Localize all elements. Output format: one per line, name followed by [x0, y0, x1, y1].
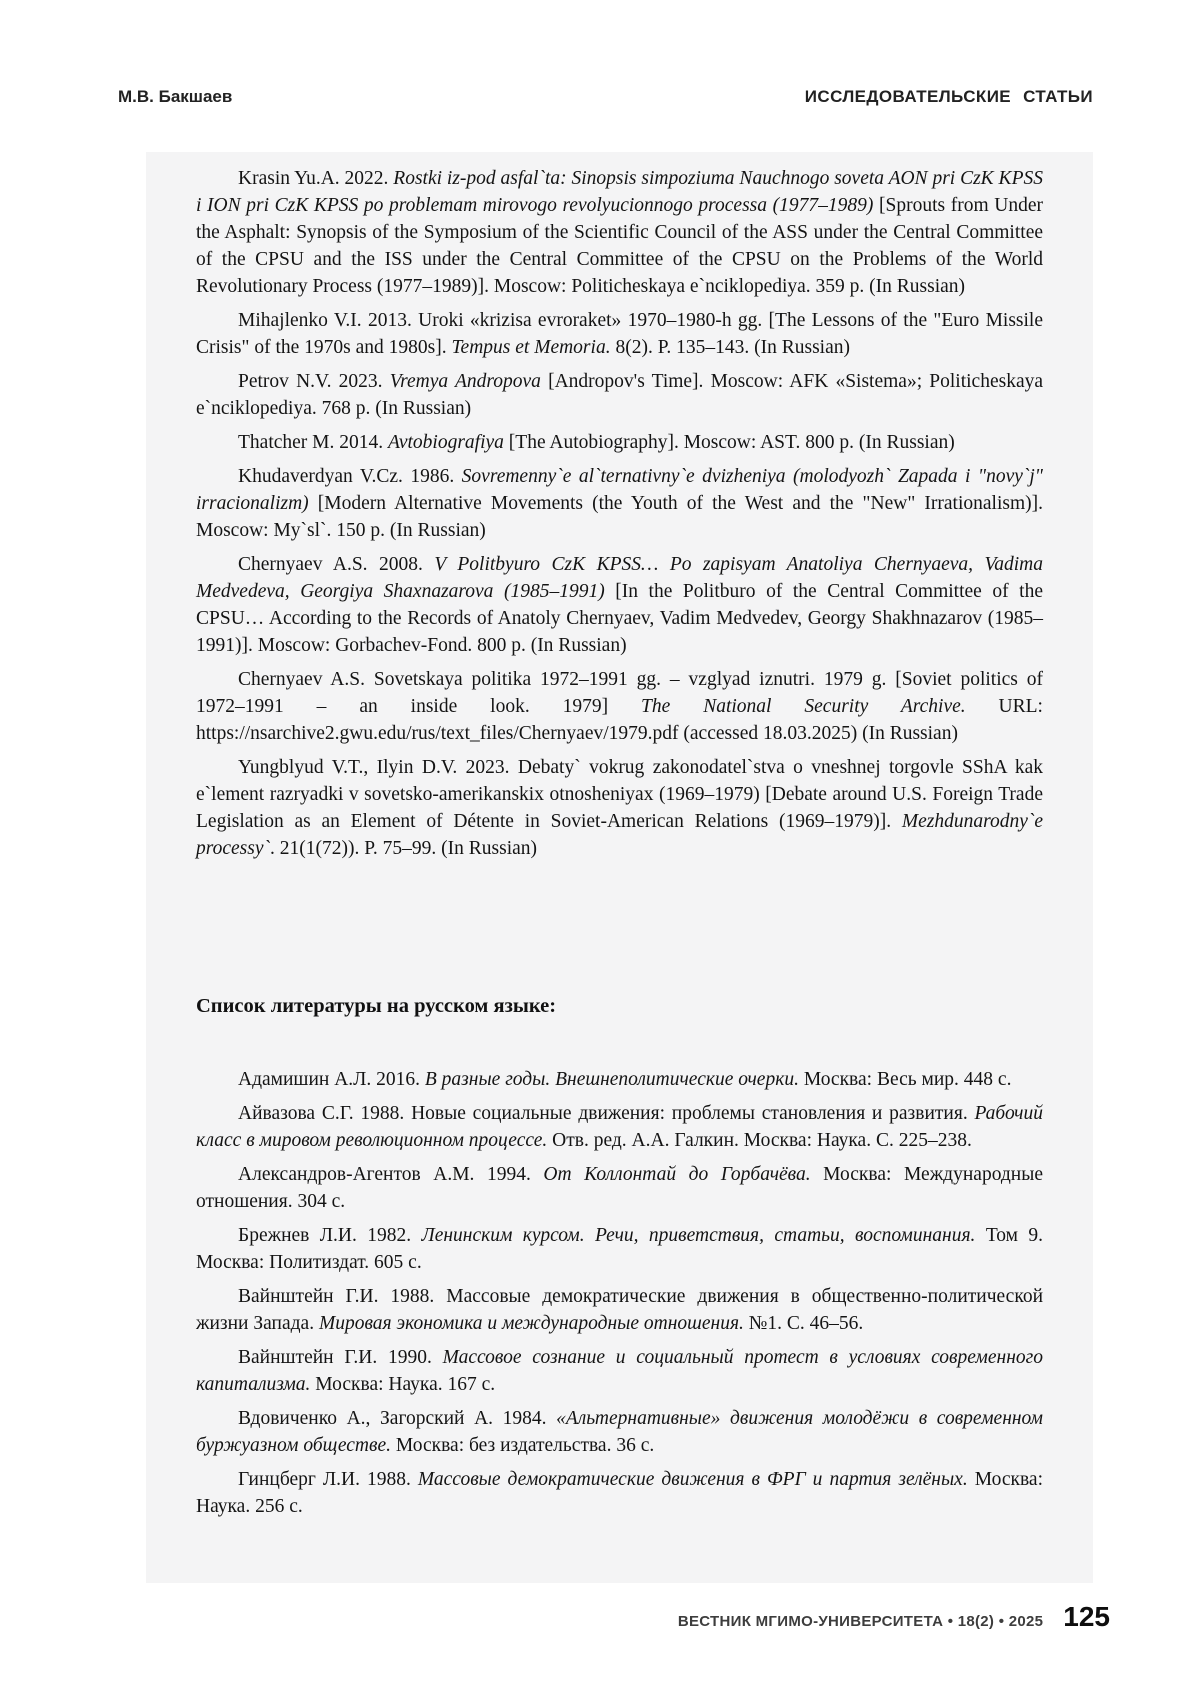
- reference-entry: [196, 165, 1043, 300]
- reference-entry: [196, 1466, 1043, 1520]
- reference-entry: [196, 551, 1043, 659]
- page-footer: [678, 1601, 1110, 1633]
- reference-title-italic: Мировая экономика и международные отношения.: [318, 1313, 744, 1334]
- author-name: М.В. Бакшаев: [118, 87, 233, 106]
- reference-text: Thatcher M. 2014.: [238, 432, 389, 453]
- reference-text: Yungblyud V.T., Ilyin D.V. 2023. Debaty` vokrug zakonodatel`stva o vneshnej torgovle SShA kak e`lement razryadki v sovetsko-amerikanskix otnosheniyax (1969–1979) [Debate around U.S. Foreign Trade Legislation as an Element of Détente in Soviet-American Relations (1969–1979)].: [196, 757, 1043, 832]
- reference-text: Москва: Международные отношения. 304 с.: [196, 1164, 1043, 1212]
- reference-text: Айвазова С.Г. 1988. Новые социальные движения: проблемы становления и развития.: [238, 1103, 975, 1124]
- reference-text: Chernyaev A.S. 2008.: [238, 554, 435, 575]
- reference-title-italic: Rostki iz-pod asfal`ta: Sinopsis simpoziuma Nauchnogo soveta AON pri CzK KPSS i ION pri CzK KPSS po problemam mirovogo revolyucionnogo processa (1977–1989): [196, 168, 1043, 216]
- reference-entry: [196, 1066, 1043, 1093]
- reference-entry: [196, 1405, 1043, 1459]
- reference-entry: [196, 429, 1043, 456]
- reference-text: Гинцберг Л.И. 1988.: [238, 1469, 418, 1490]
- page-number: 125: [1063, 1601, 1110, 1632]
- references-en-list: [196, 165, 1043, 862]
- reference-entry: [196, 307, 1043, 361]
- reference-title-italic: Avtobiografiya: [388, 432, 504, 453]
- reference-title-italic: Массовые демократические движения в ФРГ и партия зелёных.: [417, 1469, 968, 1490]
- reference-text: URL: https://nsarchive2.gwu.edu/rus/text_files/Chernyaev/1979.pdf (accessed 18.03.2025) (In Russian): [196, 696, 1043, 744]
- reference-text: Брежнев Л.И. 1982.: [238, 1225, 422, 1246]
- reference-text: Вдовиченко А., Загорский А. 1984.: [238, 1408, 557, 1429]
- reference-title-italic: Mezhdunarodny`e processy`: [196, 811, 1043, 859]
- reference-text: [Sprouts from Under the Asphalt: Synopsis of the Symposium of the Scientific Council of the ASS under the Central Committee of the CPSU and the ISS under the Central Committee of the CPSU on the Problems of the World Revolutionary Process (1977–1989)]. Moscow: Politicheskaya e`nciklopediya. 359 p. (In Russian): [196, 195, 1043, 297]
- reference-text: Krasin Yu.A. 2022.: [238, 168, 394, 189]
- reference-text: Mihajlenko V.I. 2013. Uroki «krizisa evroraket» 1970–1980-h gg. [The Lessons of the "Euro Missile Crisis" of the 1970s and 1980s].: [196, 310, 1043, 358]
- reference-text: Отв. ред. А.А. Галкин. Москва: Наука. С. 225–238.: [547, 1130, 972, 1151]
- reference-text: №1. С. 46–56.: [743, 1313, 864, 1334]
- reference-entry: [196, 666, 1043, 747]
- reference-title-italic: Sovremenny`e al`ternativny`e dvizheniya (molodyozh` Zapada i "novy`j" irracionalizm): [196, 466, 1043, 514]
- section-label: ИССЛЕДОВАТЕЛЬСКИЕ СТАТЬИ: [804, 87, 1093, 106]
- reference-title-italic: Рабочий класс в мировом революционном процессе.: [196, 1103, 1043, 1151]
- reference-entry: [196, 1161, 1043, 1215]
- reference-title-italic: Массовое сознание и социальный протест в условиях современного капитализма.: [196, 1347, 1043, 1395]
- reference-title-italic: Vremya Andropova: [389, 371, 541, 392]
- reference-text: Вайнштейн Г.И. 1988. Массовые демократические движения в общественно-политической жизни Запада.: [196, 1286, 1043, 1334]
- journal-issue-label: ВЕСТНИК МГИМО-УНИВЕРСИТЕТА • 18(2) • 2025: [677, 1613, 1044, 1630]
- reference-text: Khudaverdyan V.Cz. 1986.: [238, 466, 462, 487]
- reference-text: Petrov N.V. 2023.: [238, 371, 390, 392]
- reference-text: . 21(1(72)). P. 75–99. (In Russian): [270, 838, 538, 859]
- reference-text: Москва: Наука. 167 с.: [310, 1374, 496, 1395]
- reference-title-italic: The National Security Archive.: [641, 696, 966, 717]
- reference-text: Chernyaev A.S. Sovetskaya politika 1972–1991 gg. – vzglyad iznutri. 1979 g. [Soviet politics of 1972–1991 – an inside look. 1979]: [196, 669, 1043, 717]
- references-panel: [146, 152, 1093, 1583]
- russian-list-heading: Список литературы на русском языке:: [196, 995, 557, 1017]
- reference-title-italic: Ленинским курсом. Речи, приветствия, статьи, воспоминания.: [421, 1225, 976, 1246]
- reference-entry: [196, 368, 1043, 422]
- reference-title-italic: V Politbyuro CzK KPSS… Po zapisyam Anatoliya Chernyaeva, Vadima Medvedeva, Georgiya Shaxnazarova (1985–1991): [196, 554, 1043, 602]
- reference-entry: [196, 463, 1043, 544]
- reference-text: Москва: Наука. 256 с.: [196, 1469, 1043, 1517]
- reference-entry: [196, 1283, 1043, 1337]
- page-header: [118, 87, 1093, 107]
- reference-title-italic: В разные годы. Внешнеполитические очерки.: [424, 1069, 799, 1090]
- reference-text: Том 9. Москва: Политиздат. 605 с.: [196, 1225, 1043, 1273]
- references-ru-list: [196, 1066, 1043, 1520]
- reference-title-italic: «Альтернативные» движения молодёжи в современном буржуазном обществе.: [196, 1408, 1043, 1456]
- reference-text: [Modern Alternative Movements (the Youth of the West and the "New" Irrationalism)]. Moscow: My`sl`. 150 p. (In Russian): [196, 493, 1043, 541]
- reference-entry: [196, 754, 1043, 862]
- reference-entry: [196, 1100, 1043, 1154]
- reference-title-italic: От Коллонтай до Горбачёва.: [543, 1164, 811, 1185]
- reference-title-italic: Tempus et Memoria.: [451, 337, 611, 358]
- reference-text: Москва: Весь мир. 448 с.: [798, 1069, 1012, 1090]
- reference-text: Адамишин А.Л. 2016.: [238, 1069, 425, 1090]
- reference-text: [Andropov's Time]. Moscow: AFK «Sistema»; Politicheskaya e`nciklopediya. 768 p. (In Russian): [196, 371, 1044, 419]
- reference-text: Вайнштейн Г.И. 1990.: [238, 1347, 443, 1368]
- reference-entry: [196, 1222, 1043, 1276]
- reference-text: [The Autobiography]. Moscow: AST. 800 p. (In Russian): [503, 432, 955, 453]
- reference-entry: [196, 1344, 1043, 1398]
- reference-text: Александров-Агентов А.М. 1994.: [238, 1164, 544, 1185]
- reference-text: Москва: без издательства. 36 с.: [391, 1435, 655, 1456]
- reference-text: 8(2). P. 135–143. (In Russian): [610, 337, 850, 358]
- reference-text: [In the Politburo of the Central Committee of the CPSU… According to the Records of Anatoly Chernyaev, Vadim Medvedev, Georgy Shakhnazarov (1985–1991)]. Moscow: Gorbachev-Fond. 800 p. (In Russian): [196, 581, 1043, 656]
